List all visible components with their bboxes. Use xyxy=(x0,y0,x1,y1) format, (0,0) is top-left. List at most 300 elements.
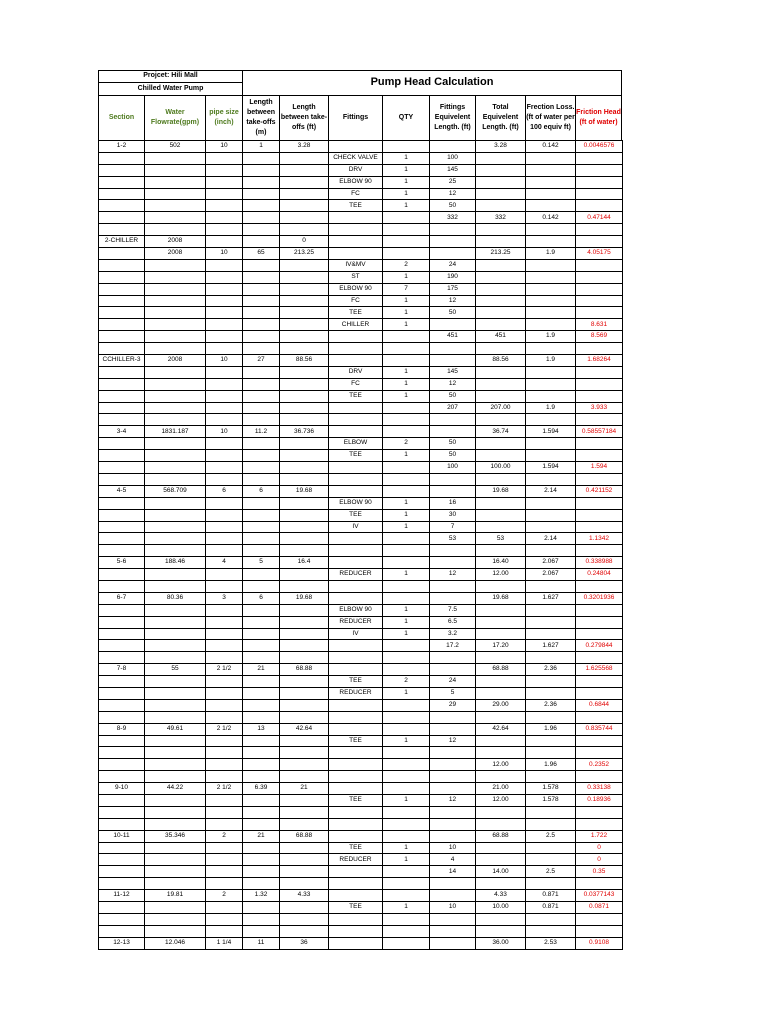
table-row xyxy=(99,818,623,830)
fitting-cell xyxy=(329,236,383,248)
flowrate-cell xyxy=(145,842,206,854)
length-ft-cell xyxy=(280,806,329,818)
pipe-size-cell xyxy=(206,200,243,212)
section-cell xyxy=(99,152,145,164)
length-m-cell xyxy=(243,283,280,295)
section-cell xyxy=(99,902,145,914)
friction-loss-cell xyxy=(526,164,576,176)
table-row xyxy=(99,343,623,355)
section-cell xyxy=(99,438,145,450)
pipe-size-cell xyxy=(206,295,243,307)
flowrate-cell xyxy=(145,164,206,176)
friction-head-cell: 1.1342 xyxy=(576,533,623,545)
pipe-size-cell xyxy=(206,842,243,854)
fitting-cell xyxy=(329,592,383,604)
fittings-eq-length-cell: 6.5 xyxy=(430,616,476,628)
table-row xyxy=(99,616,623,628)
friction-head-cell: 1.68264 xyxy=(576,355,623,367)
qty-cell xyxy=(383,640,430,652)
pipe-size-cell xyxy=(206,878,243,890)
length-m-cell xyxy=(243,497,280,509)
friction-loss-cell xyxy=(526,616,576,628)
length-ft-cell xyxy=(280,319,329,331)
section-cell xyxy=(99,343,145,355)
total-eq-length-cell: 19.68 xyxy=(476,592,526,604)
fittings-eq-length-cell xyxy=(430,557,476,569)
friction-loss-cell xyxy=(526,509,576,521)
table-row xyxy=(99,200,623,212)
section-cell xyxy=(99,913,145,925)
length-ft-cell xyxy=(280,509,329,521)
length-m-cell: 1.32 xyxy=(243,890,280,902)
section-cell xyxy=(99,604,145,616)
friction-head-cell xyxy=(576,438,623,450)
friction-head-cell: 0.24804 xyxy=(576,569,623,581)
fitting-cell: ELBOW 90 xyxy=(329,283,383,295)
friction-loss-cell xyxy=(526,366,576,378)
pipe-size-cell xyxy=(206,735,243,747)
length-m-cell xyxy=(243,628,280,640)
friction-loss-cell xyxy=(526,925,576,937)
friction-head-cell xyxy=(576,545,623,557)
pipe-size-cell xyxy=(206,771,243,783)
qty-cell: 1 xyxy=(383,569,430,581)
table-row xyxy=(99,902,623,914)
table-row xyxy=(99,604,623,616)
qty-cell xyxy=(383,937,430,949)
fitting-cell xyxy=(329,771,383,783)
total-eq-length-cell: 36.00 xyxy=(476,937,526,949)
qty-cell: 1 xyxy=(383,604,430,616)
fittings-eq-length-cell xyxy=(430,343,476,355)
pipe-size-cell xyxy=(206,378,243,390)
pipe-size-cell xyxy=(206,473,243,485)
section-cell xyxy=(99,616,145,628)
pipe-size-cell xyxy=(206,747,243,759)
length-ft-cell xyxy=(280,842,329,854)
length-ft-cell xyxy=(280,902,329,914)
friction-head-cell: 4.05175 xyxy=(576,248,623,260)
friction-head-cell xyxy=(576,628,623,640)
friction-head-cell xyxy=(576,509,623,521)
fitting-cell xyxy=(329,248,383,260)
pipe-size-cell xyxy=(206,794,243,806)
length-ft-cell: 68.88 xyxy=(280,830,329,842)
pipe-size-cell xyxy=(206,438,243,450)
friction-loss-cell: 0.871 xyxy=(526,902,576,914)
total-eq-length-cell xyxy=(476,854,526,866)
flowrate-cell xyxy=(145,818,206,830)
fitting-cell: TEE xyxy=(329,450,383,462)
fitting-cell xyxy=(329,141,383,153)
flowrate-cell xyxy=(145,533,206,545)
fitting-cell: REDUCER xyxy=(329,616,383,628)
friction-loss-cell xyxy=(526,390,576,402)
length-ft-cell: 88.56 xyxy=(280,355,329,367)
flowrate-cell: 44.22 xyxy=(145,783,206,795)
table-row xyxy=(99,711,623,723)
friction-loss-cell xyxy=(526,152,576,164)
qty-cell: 1 xyxy=(383,307,430,319)
section-cell xyxy=(99,378,145,390)
qty-cell: 1 xyxy=(383,390,430,402)
qty-cell: 1 xyxy=(383,152,430,164)
section-cell xyxy=(99,521,145,533)
table-row xyxy=(99,176,623,188)
total-eq-length-cell: 3.28 xyxy=(476,141,526,153)
section-cell xyxy=(99,164,145,176)
length-m-cell xyxy=(243,699,280,711)
table-row xyxy=(99,628,623,640)
table-row xyxy=(99,426,623,438)
section-cell xyxy=(99,402,145,414)
flowrate-cell xyxy=(145,521,206,533)
flowrate-cell: 12.046 xyxy=(145,937,206,949)
friction-loss-cell xyxy=(526,307,576,319)
total-eq-length-cell xyxy=(476,842,526,854)
total-eq-length-cell xyxy=(476,628,526,640)
friction-head-cell xyxy=(576,164,623,176)
length-m-cell xyxy=(243,521,280,533)
flowrate-cell xyxy=(145,259,206,271)
flowrate-cell xyxy=(145,735,206,747)
flowrate-cell: 19.81 xyxy=(145,890,206,902)
qty-cell: 1 xyxy=(383,366,430,378)
length-ft-cell xyxy=(280,176,329,188)
friction-head-cell xyxy=(576,259,623,271)
friction-head-cell: 0.33138 xyxy=(576,783,623,795)
table-row xyxy=(99,164,623,176)
section-cell xyxy=(99,188,145,200)
col-header-section: Section xyxy=(98,95,145,141)
section-cell xyxy=(99,319,145,331)
table-row xyxy=(99,557,623,569)
length-m-cell xyxy=(243,747,280,759)
qty-cell xyxy=(383,771,430,783)
pipe-size-cell: 2 1/2 xyxy=(206,783,243,795)
friction-head-cell: 0 xyxy=(576,842,623,854)
fitting-cell: TEE xyxy=(329,200,383,212)
flowrate-cell xyxy=(145,806,206,818)
friction-head-cell xyxy=(576,580,623,592)
pipe-size-cell: 2 1/2 xyxy=(206,723,243,735)
table-row xyxy=(99,450,623,462)
fittings-eq-length-cell: 10 xyxy=(430,902,476,914)
table-row xyxy=(99,224,623,236)
total-eq-length-cell xyxy=(476,164,526,176)
fitting-cell: REDUCER xyxy=(329,569,383,581)
length-m-cell xyxy=(243,604,280,616)
friction-loss-cell: 0.142 xyxy=(526,212,576,224)
qty-cell xyxy=(383,890,430,902)
pipe-size-cell xyxy=(206,854,243,866)
section-cell xyxy=(99,176,145,188)
qty-cell xyxy=(383,759,430,771)
fittings-eq-length-cell: 10 xyxy=(430,842,476,854)
qty-cell: 2 xyxy=(383,676,430,688)
pipe-size-cell xyxy=(206,616,243,628)
length-m-cell xyxy=(243,902,280,914)
total-eq-length-cell: 36.74 xyxy=(476,426,526,438)
col-header-friction-head: Friction Head (ft of water) xyxy=(575,95,622,141)
friction-head-cell xyxy=(576,188,623,200)
qty-cell: 1 xyxy=(383,450,430,462)
fitting-cell: ELBOW 90 xyxy=(329,497,383,509)
qty-cell: 2 xyxy=(383,438,430,450)
total-eq-length-cell xyxy=(476,390,526,402)
length-m-cell xyxy=(243,212,280,224)
length-ft-cell: 68.88 xyxy=(280,664,329,676)
fitting-cell xyxy=(329,402,383,414)
length-ft-cell xyxy=(280,164,329,176)
table-row xyxy=(99,806,623,818)
pipe-size-cell xyxy=(206,533,243,545)
fittings-eq-length-cell: 3.2 xyxy=(430,628,476,640)
total-eq-length-cell: 29.00 xyxy=(476,699,526,711)
length-ft-cell: 16.4 xyxy=(280,557,329,569)
friction-loss-cell xyxy=(526,236,576,248)
fitting-cell xyxy=(329,818,383,830)
total-eq-length-cell: 21.00 xyxy=(476,783,526,795)
pipe-size-cell: 6 xyxy=(206,485,243,497)
pipe-size-cell xyxy=(206,628,243,640)
total-eq-length-cell: 12.00 xyxy=(476,794,526,806)
friction-head-cell: 0.0871 xyxy=(576,902,623,914)
fittings-eq-length-cell: 50 xyxy=(430,390,476,402)
fittings-eq-length-cell: 100 xyxy=(430,462,476,474)
length-m-cell xyxy=(243,462,280,474)
section-cell: 2-CHILLER xyxy=(99,236,145,248)
flowrate-cell xyxy=(145,473,206,485)
length-ft-cell: 4.33 xyxy=(280,890,329,902)
fittings-eq-length-cell xyxy=(430,485,476,497)
friction-loss-cell xyxy=(526,771,576,783)
pipe-size-cell xyxy=(206,414,243,426)
fittings-eq-length-cell: 100 xyxy=(430,152,476,164)
section-cell: 6-7 xyxy=(99,592,145,604)
fittings-eq-length-cell xyxy=(430,806,476,818)
flowrate-cell xyxy=(145,152,206,164)
length-ft-cell xyxy=(280,378,329,390)
pipe-size-cell xyxy=(206,462,243,474)
friction-head-cell: 0.0046576 xyxy=(576,141,623,153)
friction-loss-cell: 0.871 xyxy=(526,890,576,902)
pipe-size-cell xyxy=(206,164,243,176)
length-m-cell: 13 xyxy=(243,723,280,735)
fitting-cell xyxy=(329,580,383,592)
friction-head-cell: 0.6844 xyxy=(576,699,623,711)
qty-cell xyxy=(383,580,430,592)
qty-cell xyxy=(383,592,430,604)
section-cell xyxy=(99,818,145,830)
length-ft-cell xyxy=(280,604,329,616)
friction-loss-cell xyxy=(526,545,576,557)
length-m-cell xyxy=(243,509,280,521)
section-cell xyxy=(99,200,145,212)
total-eq-length-cell xyxy=(476,343,526,355)
flowrate-cell xyxy=(145,378,206,390)
total-eq-length-cell: 19.68 xyxy=(476,485,526,497)
total-eq-length-cell xyxy=(476,818,526,830)
length-m-cell xyxy=(243,152,280,164)
fitting-cell xyxy=(329,331,383,343)
section-cell xyxy=(99,687,145,699)
total-eq-length-cell xyxy=(476,319,526,331)
qty-cell xyxy=(383,747,430,759)
flowrate-cell xyxy=(145,188,206,200)
flowrate-cell xyxy=(145,580,206,592)
qty-cell: 1 xyxy=(383,295,430,307)
qty-cell xyxy=(383,913,430,925)
length-m-cell xyxy=(243,259,280,271)
length-m-cell xyxy=(243,390,280,402)
friction-head-cell xyxy=(576,687,623,699)
pipe-size-cell xyxy=(206,676,243,688)
length-m-cell xyxy=(243,818,280,830)
friction-head-cell xyxy=(576,176,623,188)
length-ft-cell: 36 xyxy=(280,937,329,949)
table-row xyxy=(99,533,623,545)
qty-cell: 1 xyxy=(383,521,430,533)
fittings-eq-length-cell: 175 xyxy=(430,283,476,295)
table-row xyxy=(99,664,623,676)
length-ft-cell xyxy=(280,450,329,462)
table-row xyxy=(99,141,623,153)
fitting-cell xyxy=(329,711,383,723)
fitting-cell xyxy=(329,806,383,818)
fittings-eq-length-cell: 12 xyxy=(430,794,476,806)
qty-cell xyxy=(383,355,430,367)
flowrate-cell xyxy=(145,652,206,664)
flowrate-cell xyxy=(145,212,206,224)
pipe-size-cell xyxy=(206,711,243,723)
section-cell: 4-5 xyxy=(99,485,145,497)
length-m-cell xyxy=(243,866,280,878)
fitting-cell: CHECK VALVE xyxy=(329,152,383,164)
fittings-eq-length-cell xyxy=(430,937,476,949)
fitting-cell xyxy=(329,224,383,236)
fittings-eq-length-cell: 12 xyxy=(430,188,476,200)
qty-cell: 1 xyxy=(383,200,430,212)
fittings-eq-length-cell xyxy=(430,592,476,604)
section-cell xyxy=(99,735,145,747)
fitting-cell: ELBOW xyxy=(329,438,383,450)
friction-head-cell xyxy=(576,473,623,485)
friction-loss-cell xyxy=(526,497,576,509)
pipe-size-cell xyxy=(206,366,243,378)
fittings-eq-length-cell xyxy=(430,783,476,795)
qty-cell xyxy=(383,248,430,260)
section-cell: 8-9 xyxy=(99,723,145,735)
friction-loss-cell: 1.9 xyxy=(526,402,576,414)
table-row xyxy=(99,438,623,450)
section-cell xyxy=(99,854,145,866)
length-m-cell xyxy=(243,378,280,390)
length-m-cell: 21 xyxy=(243,830,280,842)
flowrate-cell xyxy=(145,794,206,806)
length-m-cell: 11 xyxy=(243,937,280,949)
table-row xyxy=(99,783,623,795)
friction-head-cell xyxy=(576,283,623,295)
length-m-cell xyxy=(243,913,280,925)
friction-loss-cell xyxy=(526,259,576,271)
length-m-cell xyxy=(243,687,280,699)
friction-head-cell xyxy=(576,818,623,830)
total-eq-length-cell xyxy=(476,283,526,295)
fittings-eq-length-cell xyxy=(430,141,476,153)
length-m-cell xyxy=(243,402,280,414)
system-name: Chilled Water Pump xyxy=(98,82,243,96)
qty-cell xyxy=(383,723,430,735)
length-ft-cell xyxy=(280,224,329,236)
flowrate-cell xyxy=(145,283,206,295)
flowrate-cell xyxy=(145,462,206,474)
section-cell xyxy=(99,533,145,545)
section-cell: 12-13 xyxy=(99,937,145,949)
col-header-qty: QTY xyxy=(382,95,430,141)
table-row xyxy=(99,462,623,474)
friction-head-cell: 8.569 xyxy=(576,331,623,343)
fittings-eq-length-cell: 12 xyxy=(430,569,476,581)
friction-loss-cell xyxy=(526,628,576,640)
fittings-eq-length-cell xyxy=(430,723,476,735)
table-row xyxy=(99,794,623,806)
total-eq-length-cell xyxy=(476,735,526,747)
length-ft-cell xyxy=(280,771,329,783)
length-ft-cell xyxy=(280,640,329,652)
flowrate-cell: 35.346 xyxy=(145,830,206,842)
length-m-cell: 6 xyxy=(243,592,280,604)
total-eq-length-cell xyxy=(476,604,526,616)
table-row xyxy=(99,283,623,295)
total-eq-length-cell xyxy=(476,652,526,664)
friction-loss-cell: 2.53 xyxy=(526,937,576,949)
section-cell xyxy=(99,699,145,711)
pipe-size-cell xyxy=(206,307,243,319)
friction-loss-cell: 2.36 xyxy=(526,699,576,711)
length-ft-cell xyxy=(280,366,329,378)
length-m-cell xyxy=(243,438,280,450)
length-m-cell xyxy=(243,569,280,581)
qty-cell: 1 xyxy=(383,628,430,640)
fittings-eq-length-cell xyxy=(430,925,476,937)
section-cell xyxy=(99,366,145,378)
table-row xyxy=(99,259,623,271)
length-ft-cell xyxy=(280,188,329,200)
qty-cell xyxy=(383,402,430,414)
fittings-eq-length-cell xyxy=(430,652,476,664)
total-eq-length-cell xyxy=(476,450,526,462)
fittings-eq-length-cell xyxy=(430,830,476,842)
length-m-cell xyxy=(243,711,280,723)
qty-cell: 1 xyxy=(383,509,430,521)
qty-cell: 1 xyxy=(383,842,430,854)
pipe-size-cell xyxy=(206,331,243,343)
fittings-eq-length-cell: 24 xyxy=(430,676,476,688)
friction-loss-cell xyxy=(526,319,576,331)
fitting-cell xyxy=(329,747,383,759)
fittings-eq-length-cell xyxy=(430,759,476,771)
friction-head-cell: 0.47144 xyxy=(576,212,623,224)
friction-loss-cell: 1.96 xyxy=(526,723,576,735)
friction-head-cell xyxy=(576,414,623,426)
fittings-eq-length-cell xyxy=(430,248,476,260)
flowrate-cell xyxy=(145,331,206,343)
fittings-eq-length-cell: 5 xyxy=(430,687,476,699)
page-title: Pump Head Calculation xyxy=(242,70,622,96)
length-ft-cell xyxy=(280,854,329,866)
flowrate-cell xyxy=(145,925,206,937)
